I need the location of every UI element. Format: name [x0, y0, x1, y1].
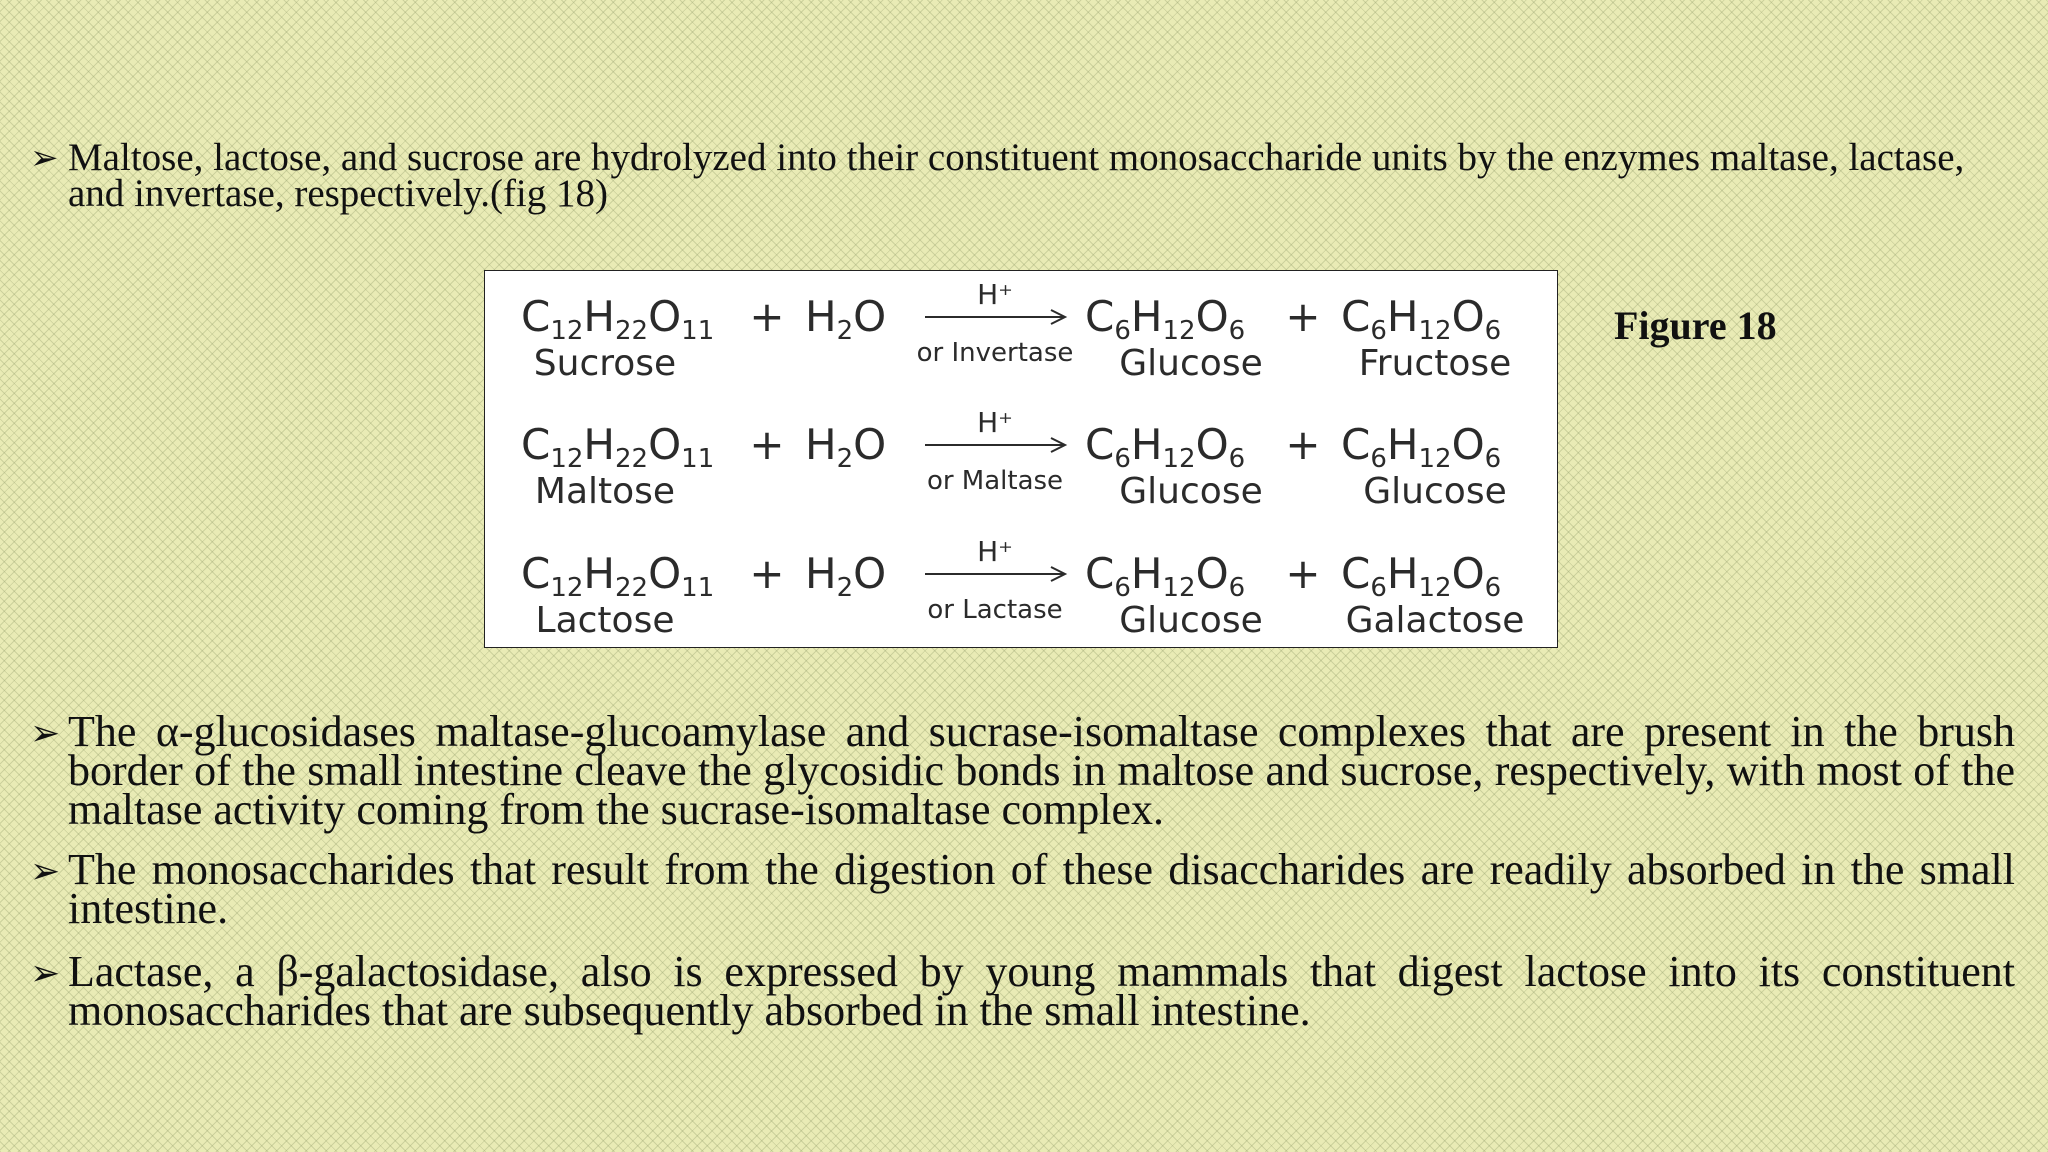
- bullet-arrow-icon: ➢: [30, 713, 61, 754]
- reaction-equations: [485, 271, 1556, 646]
- catalyst-enzyme: or Invertase: [916, 338, 1074, 368]
- reactant-name: Sucrose: [533, 343, 677, 384]
- product2-formula: C6H12O6: [1341, 420, 1502, 474]
- bullet-4: [30, 947, 2015, 1035]
- product1-formula: C6H12O6: [1085, 549, 1246, 603]
- product1-name: Glucose: [1119, 471, 1263, 512]
- plus-sign: +: [749, 420, 785, 469]
- catalyst-acid: H⁺: [977, 278, 1013, 311]
- product2-formula: C6H12O6: [1341, 549, 1502, 603]
- reaction-figure: [484, 270, 1558, 648]
- plus-sign: +: [749, 292, 785, 341]
- product1-formula: C6H12O6: [1085, 292, 1246, 346]
- bullet-arrow-icon: ➢: [30, 953, 61, 994]
- reactant-formula: C12H22O11: [521, 549, 715, 603]
- bullet-1: [30, 136, 2015, 215]
- bullet-2: [30, 707, 2015, 834]
- product2-formula: C6H12O6: [1341, 292, 1502, 346]
- bullet-2-text: The α-glucosidases maltase-glucoamylase and sucrase-isomaltase complexes that are present in the brush border of the small intestine cleave the glycosidic bonds in maltose and sucrose, respectively, with most of the maltase activity coming from the sucrase-isomaltase complex.: [68, 707, 2015, 834]
- reactant-formula: C12H22O11: [521, 420, 715, 474]
- bullet-arrow-icon: ➢: [30, 138, 59, 178]
- catalyst-acid: H⁺: [977, 535, 1013, 568]
- water-formula: H2O: [805, 420, 887, 474]
- reactant-formula: C12H22O11: [521, 292, 715, 346]
- product2-name: Glucose: [1363, 471, 1507, 512]
- catalyst-enzyme: or Lactase: [927, 595, 1063, 625]
- product1-formula: C6H12O6: [1085, 420, 1246, 474]
- plus-sign: +: [1285, 549, 1321, 598]
- product2-name: Galactose: [1345, 600, 1525, 641]
- bullet-3: [30, 845, 2015, 933]
- plus-sign: +: [1285, 420, 1321, 469]
- water-formula: H2O: [805, 292, 887, 346]
- bullet-3-text: The monosaccharides that result from the digestion of these disaccharides are readily absorbed in the small intestine.: [68, 845, 2015, 933]
- figure-label: Figure 18: [1614, 303, 1777, 348]
- bullet-arrow-icon: ➢: [30, 851, 61, 892]
- plus-sign: +: [749, 549, 785, 598]
- product2-name: Fructose: [1358, 343, 1512, 384]
- catalyst-enzyme: or Maltase: [926, 466, 1064, 496]
- product1-name: Glucose: [1119, 600, 1263, 641]
- bullet-1-text: Maltose, lactose, and sucrose are hydrolyzed into their constituent monosaccharide units by the enzymes maltase, lactase, and invertase, respectively.(fig 18): [68, 136, 1965, 215]
- water-formula: H2O: [805, 549, 887, 603]
- product1-name: Glucose: [1119, 343, 1263, 384]
- plus-sign: +: [1285, 292, 1321, 341]
- reactant-name: Lactose: [535, 600, 675, 641]
- catalyst-acid: H⁺: [977, 406, 1013, 439]
- bullet-4-text: Lactase, a β-galactosidase, also is expressed by young mammals that digest lactose into its constituent monosaccharides that are subsequently absorbed in the small intestine.: [68, 947, 2015, 1035]
- reactant-name: Maltose: [534, 471, 676, 512]
